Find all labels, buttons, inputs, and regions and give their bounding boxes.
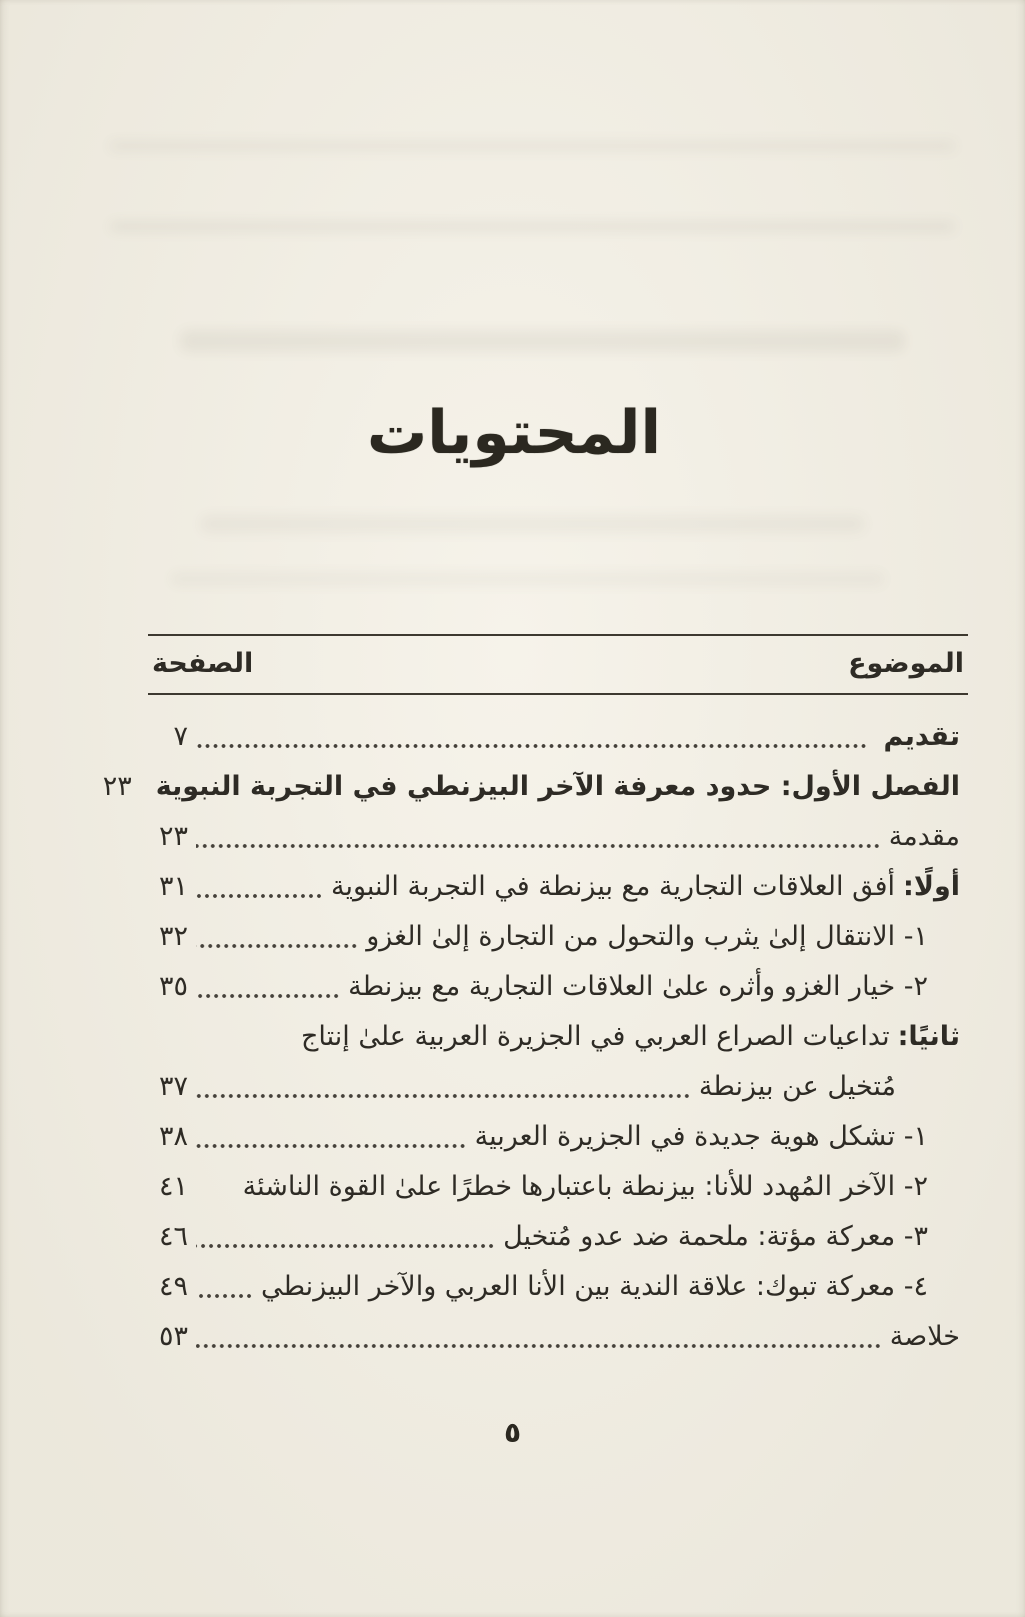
dot-leader bbox=[196, 1290, 253, 1300]
entry-text: ٤- معركة تبوك: علاقة الندية بين الأنا العربي والآخر البيزنطي bbox=[261, 1271, 928, 1302]
dot-leader bbox=[196, 1190, 235, 1200]
dot-leader bbox=[196, 990, 340, 1000]
toc-entry bbox=[148, 1264, 960, 1314]
toc-entry bbox=[148, 714, 960, 764]
toc-entry bbox=[102, 764, 960, 814]
entry-text: ١- الانتقال إلىٰ يثرب والتحول من التجارة إلىٰ الغزو bbox=[366, 921, 928, 952]
toc-entry bbox=[148, 914, 960, 964]
dot-leader bbox=[196, 1240, 495, 1250]
entry-page-number: ٢٣ bbox=[102, 771, 132, 802]
toc-entry bbox=[148, 1064, 960, 1114]
dot-leader bbox=[196, 840, 881, 850]
entry-bold-text: الفصل الأول: حدود معرفة الآخر البيزنطي في التجربة النبوية bbox=[155, 771, 960, 802]
entry-page-number: ٧ bbox=[173, 721, 188, 752]
entry-text: ٣- معركة مؤتة: ملحمة ضد عدو مُتخيل bbox=[503, 1221, 928, 1252]
entry-text: خلاصة bbox=[889, 1321, 960, 1352]
entry-page-number: ٣١ bbox=[158, 871, 188, 902]
ink-bleedthrough-smudge bbox=[200, 515, 865, 533]
entry-page-number: ٣٥ bbox=[158, 971, 188, 1002]
toc-entry bbox=[148, 864, 960, 914]
entry-bold-text: تقديم bbox=[883, 721, 960, 752]
dot-leader bbox=[196, 740, 868, 750]
entry-label bbox=[348, 964, 960, 1010]
toc-column-headers bbox=[148, 634, 968, 695]
ink-bleedthrough-smudge bbox=[170, 572, 885, 586]
entry-page-number: ٤١ bbox=[158, 1171, 188, 1202]
entry-bold-text: ثانيًا: bbox=[897, 1021, 960, 1052]
entry-page-number: ٣٧ bbox=[158, 1071, 188, 1102]
ink-bleedthrough-smudge bbox=[180, 330, 905, 352]
entry-label bbox=[261, 1264, 960, 1310]
entry-page-number: ٥٣ bbox=[158, 1321, 188, 1352]
entry-page-number: ٤٦ bbox=[158, 1221, 188, 1252]
dot-leader bbox=[196, 1340, 882, 1350]
entry-label bbox=[699, 1064, 960, 1110]
entry-label bbox=[503, 1214, 960, 1260]
toc-entry bbox=[148, 1164, 960, 1214]
entry-text: أفق العلاقات التجارية مع بيزنطة في التجربة النبوية bbox=[330, 871, 896, 902]
subject-column-header: الموضوع bbox=[848, 648, 964, 679]
entry-page-number: ٣٢ bbox=[158, 921, 188, 952]
toc-entry bbox=[148, 1214, 960, 1264]
dot-leader bbox=[196, 1090, 691, 1100]
entry-text: ٢- الآخر المُهدد للأنا: بيزنطة باعتبارها خطرًا علىٰ القوة الناشئة bbox=[242, 1171, 928, 1202]
entry-label bbox=[301, 1014, 960, 1060]
entry-label bbox=[889, 814, 960, 860]
page-title: المحتويات bbox=[366, 398, 662, 468]
entry-page-number: ٤٩ bbox=[158, 1271, 188, 1302]
entry-text: مقدمة bbox=[888, 821, 960, 852]
toc-entry bbox=[148, 1314, 960, 1364]
toc-entry bbox=[148, 964, 960, 1014]
dot-leader bbox=[196, 940, 358, 950]
entry-text: ١- تشكل هوية جديدة في الجزيرة العربية bbox=[474, 1121, 928, 1152]
dot-leader bbox=[196, 890, 323, 900]
ink-bleedthrough-smudge bbox=[110, 222, 955, 231]
entry-page-number: ٣٨ bbox=[158, 1121, 188, 1152]
footer-page-number: ٥ bbox=[503, 1416, 522, 1449]
entry-label bbox=[890, 1314, 960, 1360]
toc-entry bbox=[148, 1014, 960, 1064]
page-column-header: الصفحة bbox=[152, 648, 254, 679]
toc-entry-list bbox=[102, 714, 960, 1364]
entry-label bbox=[243, 1164, 960, 1210]
entry-label bbox=[148, 764, 960, 810]
entry-text: ٢- خيار الغزو وأثره علىٰ العلاقات التجارية مع بيزنطة bbox=[348, 971, 928, 1002]
ink-bleedthrough-smudge bbox=[110, 142, 955, 150]
entry-text: تداعيات الصراع العربي في الجزيرة العربية علىٰ إنتاج bbox=[300, 1021, 890, 1052]
entry-label bbox=[876, 714, 960, 760]
entry-text: مُتخيل عن بيزنطة bbox=[698, 1071, 896, 1102]
entry-label bbox=[475, 1114, 960, 1160]
entry-label bbox=[366, 914, 960, 960]
entry-label bbox=[331, 864, 960, 910]
toc-entry bbox=[148, 1114, 960, 1164]
entry-bold-text: أولًا: bbox=[903, 871, 960, 902]
entry-page-number: ٢٣ bbox=[158, 821, 188, 852]
dot-leader bbox=[196, 1140, 467, 1150]
toc-entry bbox=[148, 814, 960, 864]
